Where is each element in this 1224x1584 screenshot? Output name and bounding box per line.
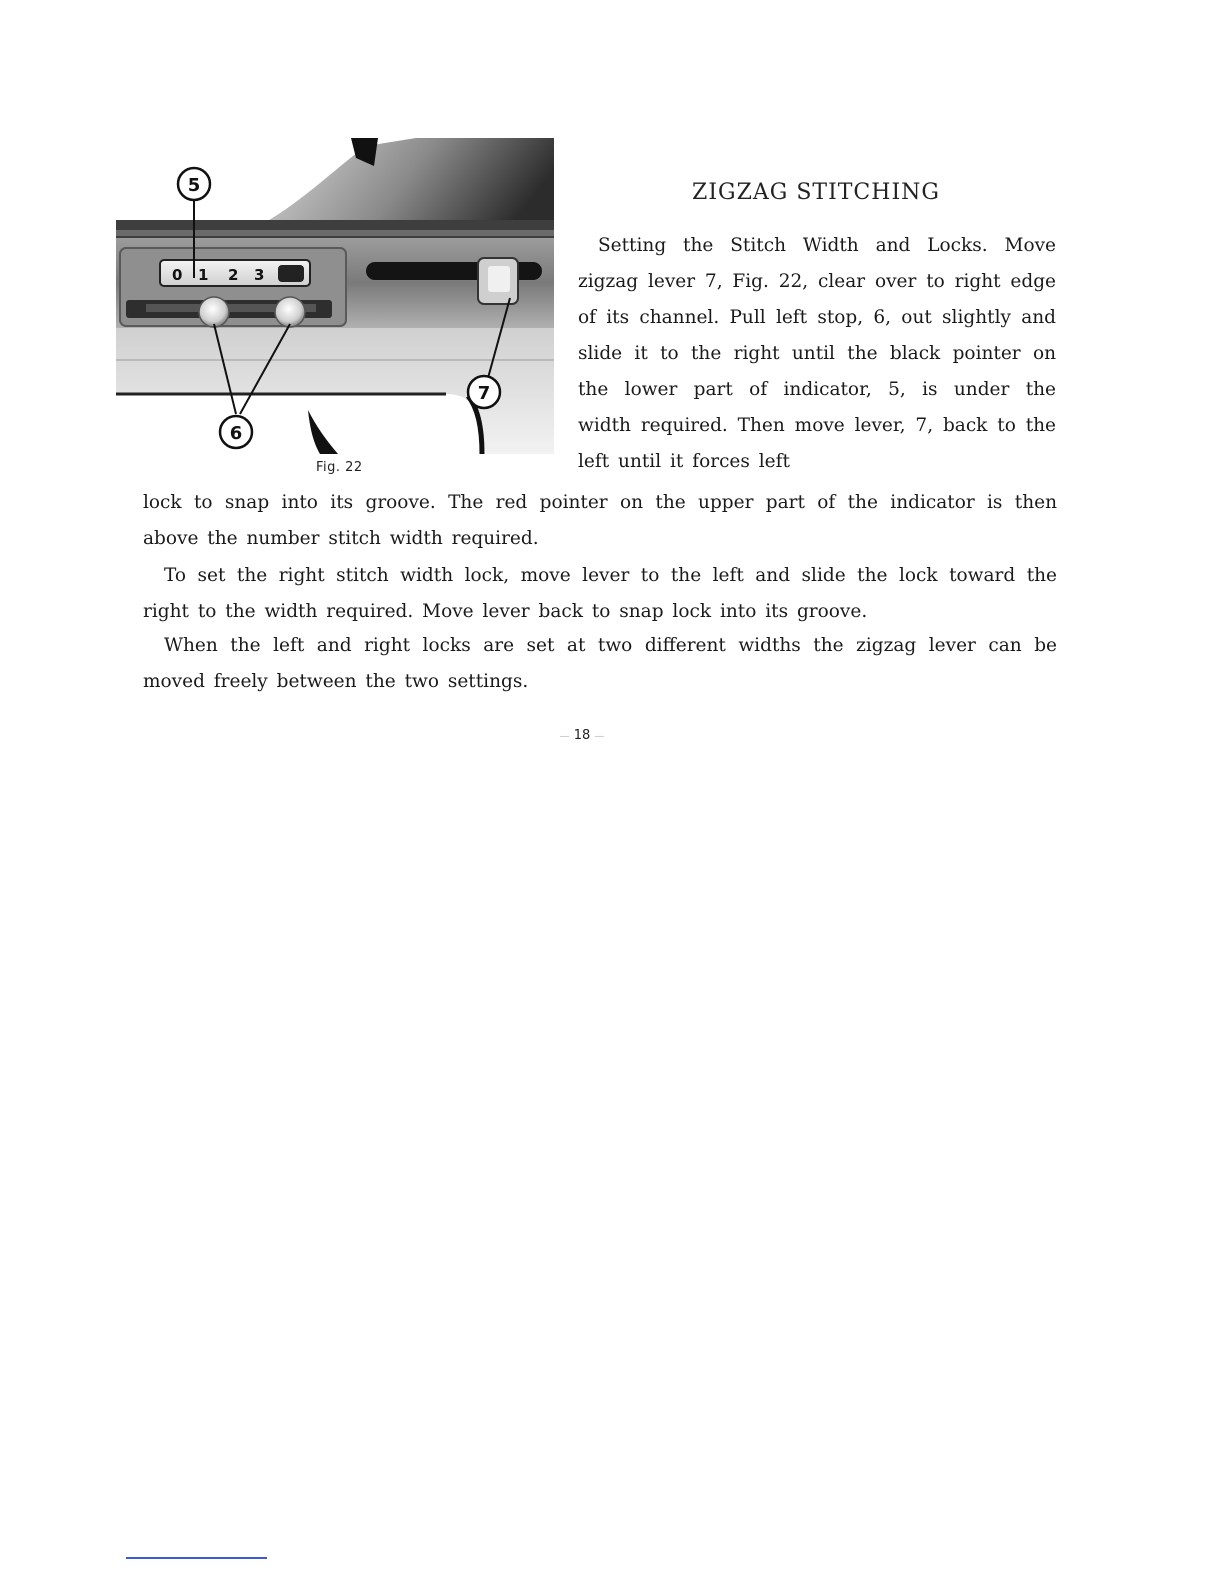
right-lock-knob xyxy=(275,297,305,327)
dial-number: 0 xyxy=(172,266,183,284)
paragraph-side: Setting the Stitch Width and Locks. Move zigzag lever 7, Fig. 22, clear over to right edge of its channel. Pull left stop, 6, out slightly and slide it to the right until the black pointer on the lower part of indicator, 5, is under the width required. Then move lever, 7, back to the left until it forces left xyxy=(578,235,1056,472)
figure-caption: Fig. 22 xyxy=(316,460,363,475)
page-number xyxy=(552,728,612,743)
paragraph-two-locks: When the left and right locks are set at two different widths the zigzag lever can be moved freely between the two settings. xyxy=(143,635,1057,692)
figure-22-photo xyxy=(116,138,554,454)
section-heading: ZIGZAG STITCHING xyxy=(692,180,940,205)
footer-rule xyxy=(126,1557,267,1559)
paragraph-right-lock: To set the right stitch width lock, move lever to the left and slide the lock toward the right to the width required. Move lever back to snap lock into its groove. xyxy=(143,565,1057,622)
page-number-left-dash: — xyxy=(559,731,570,742)
paragraph-continuation: lock to snap into its groove. The red pointer on the upper part of the indicator is then above the number stitch width required. xyxy=(143,492,1057,549)
left-lock-knob xyxy=(199,297,229,327)
sewing-machine-illustration xyxy=(116,138,554,454)
page-number-right-dash: — xyxy=(594,731,605,742)
dial-number: 1 xyxy=(198,266,209,284)
callout-7-label: 7 xyxy=(477,383,491,404)
dial-number: 3 xyxy=(254,266,265,284)
dial-number: 2 xyxy=(228,266,239,284)
page-number-value: 18 xyxy=(573,728,591,743)
callout-5-label: 5 xyxy=(187,175,201,196)
callout-6-label: 6 xyxy=(229,423,243,444)
